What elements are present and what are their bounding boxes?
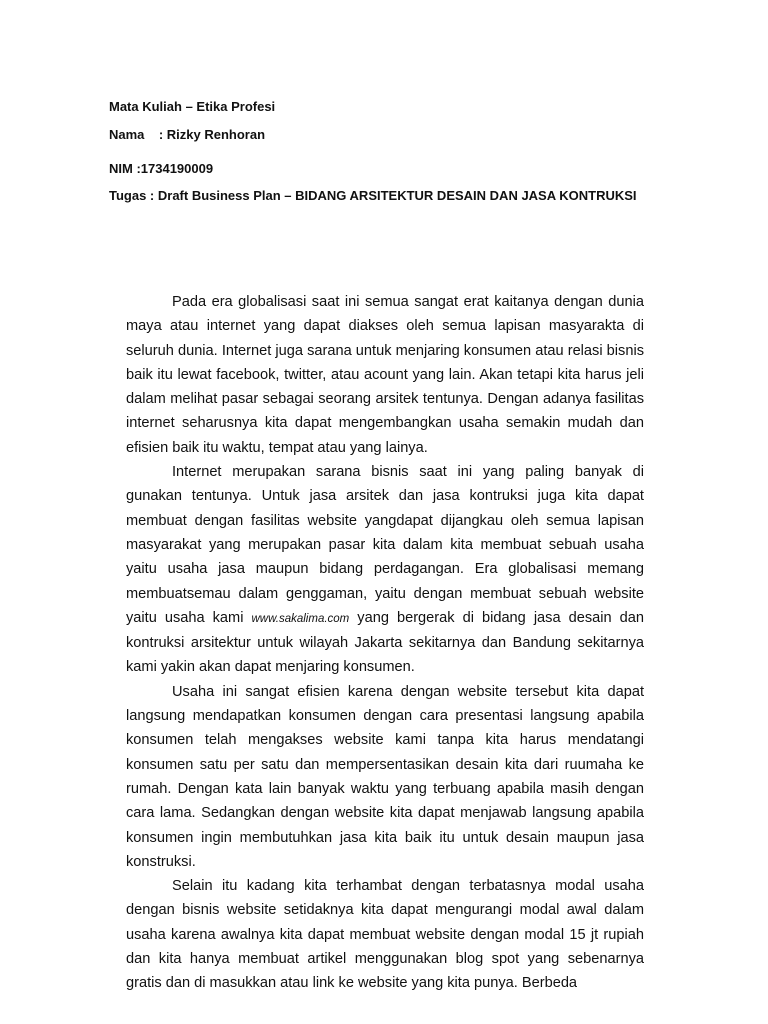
- paragraph-2-tail: yang bergerak di bidang jasa desain dan kontruksi arsitektur untuk wilayah Jakarta sekitarnya dan Bandung sekitarnya kami yakin akan dapat menjaring konsumen.: [126, 609, 644, 676]
- task-line: Tugas : Draft Business Plan – BIDANG ARSITEKTUR DESAIN DAN JASA KONTRUKSI: [109, 188, 637, 203]
- nim-line: NIM :1734190009: [109, 161, 214, 176]
- paragraph-2-text: Internet merupakan sarana bisnis saat ini yang paling banyak di gunakan tentunya. Untuk jasa arsitek dan jasa kontruksi juga kita dapat membuat dengan fasilitas website yangdapat dijangkau oleh semua lapisan masyarakat yang merupakan pasar kita dalam kita membuat sebuah usaha yaitu usaha jasa maupun bidang perdagangan. Era globalisasi memang membuatsemau dalam genggaman, yaitu dengan membuat sebuah website yaitu usaha kami: [126, 464, 644, 626]
- paragraph-1: Pada era globalisasi saat ini semua sangat erat kaitanya dengan dunia maya atau internet yang dapat diakses oleh semua lapisan masyarakta di seluruh dunia. Internet juga sarana untuk menjaring konsumen atau relasi bisnis baik itu lewat facebook, twitter, atau acount yang lain. Akan tetapi kita harus jeli dalam melihat pasar sebagai seorang arsitek tentunya. Dengan adanya fasilitas internet seharusnya kita dapat mengembangkan usaha semakin mudah dan efisien baik itu waktu, tempat atau yang lainya.: [126, 294, 644, 456]
- website-url: www.sakalima.com: [251, 612, 350, 625]
- document-body: [126, 290, 644, 996]
- paragraph-2: [126, 460, 644, 680]
- document-header: [109, 98, 637, 205]
- paragraph-4: Selain itu kadang kita terhambat dengan terbatasnya modal usaha dengan bisnis website setidaknya kita dapat mengurangi modal awal dalam usaha karena awalnya kita dapat membuat website dengan modal 15 jt rupiah dan kita hanya membuat artikel menggunakan blog spot yang sebenarnya gratis dan di masukkan atau link ke website yang kita punya. Berbeda: [126, 878, 644, 992]
- name-line: Nama : Rizky Renhoran: [109, 127, 266, 142]
- paragraph-3: Usaha ini sangat efisien karena dengan website tersebut kita dapat langsung mendapatkan konsumen dengan cara presentasi langsung apabila konsumen telah mengakses website kami tanpa kita harus mendatangi konsumen satu per satu dan mempersentasikan desain kita dari ruumaha ke rumah. Dengan kata lain banyak waktu yang terbuang apabila masih dengan cara lama. Sedangkan dengan website kita dapat menjawab langsung apabila konsumen ingin membutuhkan jasa kita baik itu untuk desain maupun jasa konstruksi.: [126, 683, 644, 870]
- course-line: Mata Kuliah – Etika Profesi: [109, 99, 276, 114]
